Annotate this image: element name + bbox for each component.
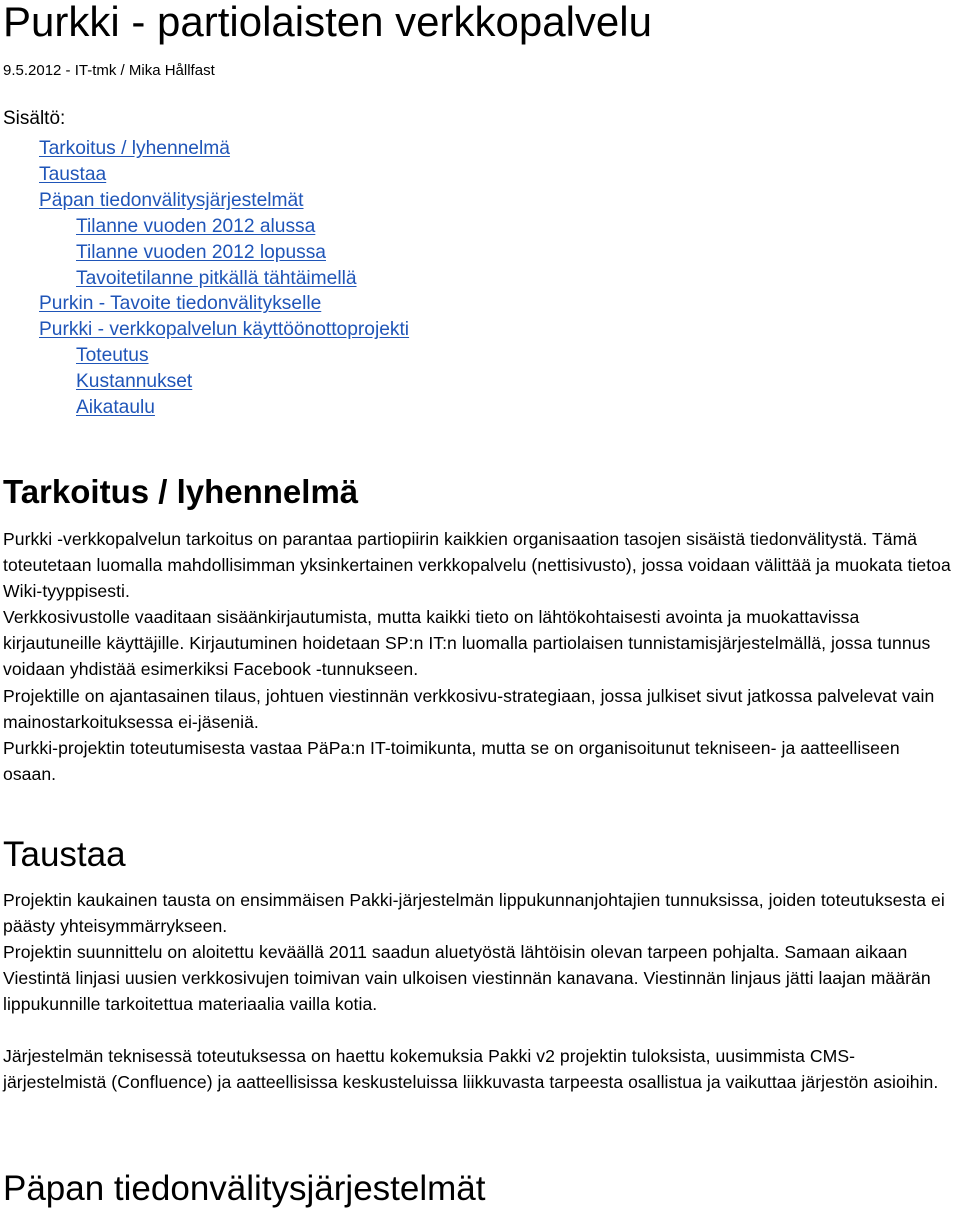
toc-item	[3, 395, 409, 421]
paragraph: Projektin suunnittelu on aloitettu keväällä 2011 saadun aluetyöstä lähtöisin olevan tarpeen pohjalta. Samaan aikaan Viestintä linjasi uusien verkkosivujen toimivan vain ulkoisen viestinnän kanavana. Viestinnän linjaus jätti laajan määrän lippukunnille tarkoitettua materiaalia vailla kotia.	[3, 942, 931, 1015]
toc-link-tavoite-tiedonvalitykselle[interactable]: Purkin - Tavoite tiedonvälitykselle	[39, 293, 322, 315]
toc-item	[3, 291, 409, 317]
section-body-taustaa-2	[3, 1043, 955, 1095]
toc-link-tavoitetilanne[interactable]: Tavoitetilanne pitkällä tähtäimellä	[76, 267, 357, 289]
toc-item	[3, 136, 409, 162]
toc-link-toteutus[interactable]: Toteutus	[76, 345, 149, 367]
toc-item	[3, 317, 409, 343]
document-meta: 9.5.2012 - IT-tmk / Mika Hållfast	[3, 62, 215, 79]
paragraph: Purkki-projektin toteutumisesta vastaa PäPa:n IT-toimikunta, mutta se on organisoitunut tekniseen- ja aatteelliseen osaan.	[3, 737, 900, 784]
toc-link-tilanne-alussa[interactable]: Tilanne vuoden 2012 alussa	[76, 215, 316, 237]
section-heading-tarkoitus: Tarkoitus / lyhennelmä	[3, 473, 359, 510]
toc-link-papan-jarjestelmat[interactable]: Päpan tiedonvälitysjärjestelmät	[39, 189, 304, 211]
toc-label: Sisältö:	[3, 108, 66, 129]
toc-link-tarkoitus[interactable]: Tarkoitus / lyhennelmä	[39, 138, 230, 159]
section-body-tarkoitus	[3, 526, 955, 787]
toc-link-kayttoonottoprojekti[interactable]: Purkki - verkkopalvelun käyttöönottoprojekti	[39, 319, 410, 341]
toc-item	[3, 343, 409, 369]
toc-link-kustannukset[interactable]: Kustannukset	[76, 371, 193, 393]
paragraph: Järjestelmän teknisessä toteutuksessa on haettu kokemuksia Pakki v2 projektin tuloksista, uusimmista CMS-järjestelmistä (Confluence) ja aatteellisissa keskusteluissa liikkuvasta tarpeesta osallistua ja vaikuttaa järjestön asioihin.	[3, 1046, 939, 1093]
toc-item	[3, 162, 409, 188]
paragraph: Verkkosivustolle vaaditaan sisäänkirjautumista, mutta kaikki tieto on lähtökohtaisesti avointa ja muokattavissa kirjautuneille käyttäjille. Kirjautuminen hoidetaan SP:n IT:n luomalla partiolaisen tunnistamisjärjestelmällä, jossa tunnus voidaan yhdistää esimerkiksi Facebook -tunnukseen.	[3, 607, 931, 680]
toc-link-aikataulu[interactable]: Aikataulu	[76, 397, 155, 419]
section-body-taustaa	[3, 887, 955, 1017]
section-heading-papan-jarjestelmat: Päpan tiedonvälitysjärjestelmät	[3, 1169, 486, 1208]
toc-item	[3, 240, 409, 266]
toc-item	[3, 214, 409, 240]
toc-item	[3, 369, 409, 395]
section-heading-taustaa: Taustaa	[3, 835, 126, 874]
page-title: Purkki - partiolaisten verkkopalvelu	[3, 0, 652, 45]
table-of-contents	[3, 136, 409, 421]
paragraph: Projektin kaukainen tausta on ensimmäisen Pakki-järjestelmän lippukunnanjohtajien tunnuksissa, joiden toteutuksesta ei päästy yhteisymmärrykseen.	[3, 890, 945, 937]
toc-item	[3, 188, 409, 214]
toc-link-tilanne-lopussa[interactable]: Tilanne vuoden 2012 lopussa	[76, 241, 326, 263]
toc-item	[3, 266, 409, 292]
paragraph: Projektille on ajantasainen tilaus, johtuen viestinnän verkkosivu-strategiaan, jossa julkiset sivut jatkossa palvelevat vain mainostarkoituksessa ei-jäseniä.	[3, 685, 935, 732]
paragraph: Purkki -verkkopalvelun tarkoitus on parantaa partiopiirin kaikkien organisaation tasojen sisäistä tiedonvälitystä. Tämä toteutetaan luomalla mahdollisimman yksinkertainen verkkopalvelu (nettisivusto), jossa voidaan välittää ja muokata tietoa Wiki-tyyppisesti.	[3, 529, 951, 602]
toc-link-taustaa[interactable]: Taustaa	[39, 163, 107, 185]
